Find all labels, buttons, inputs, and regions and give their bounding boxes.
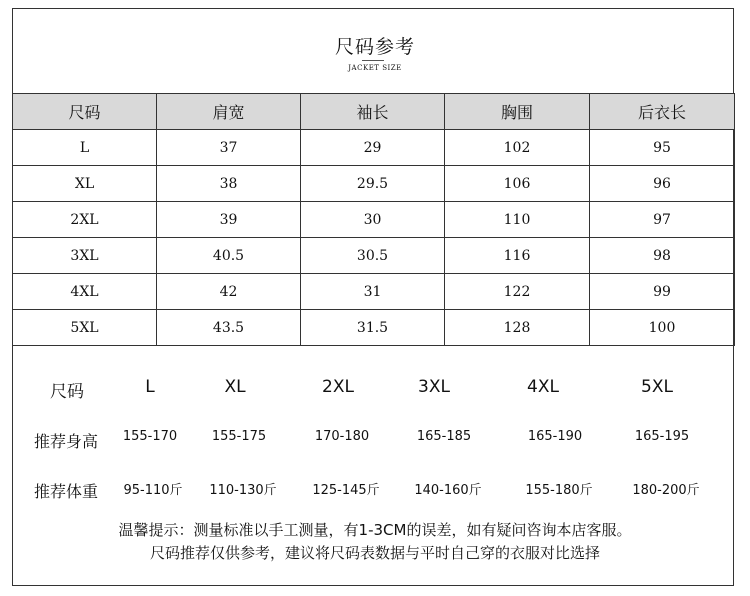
table-cell: 100 [590, 310, 735, 346]
table-cell: 29.5 [301, 166, 445, 202]
table-row [13, 274, 735, 310]
table-header-row [13, 94, 735, 130]
table-cell: 2XL [13, 202, 157, 238]
table-cell: 3XL [13, 238, 157, 274]
table-row [13, 130, 735, 166]
table-cell: 99 [590, 274, 735, 310]
table-cell: 39 [157, 202, 301, 238]
recommend-size-row [12, 377, 734, 401]
recommend-weight-value: 95-110斤 [123, 483, 183, 498]
recommend-size-value: 2XL [322, 377, 354, 397]
page-title: 尺码参考 [334, 36, 415, 58]
recommend-height-row [12, 429, 734, 453]
table-cell: 30.5 [301, 238, 445, 274]
column-header-chest: 胸围 [445, 94, 590, 130]
table-cell: 40.5 [157, 238, 301, 274]
recommend-height-value: 170-180 [314, 429, 370, 444]
recommend-size-label: 尺码 [50, 382, 84, 402]
table-row [13, 202, 735, 238]
table-cell: 37 [157, 130, 301, 166]
table-cell: L [13, 130, 157, 166]
table-cell: 110 [445, 202, 590, 238]
recommend-weight-value: 140-160斤 [414, 483, 482, 498]
table-cell: 29 [301, 130, 445, 166]
table-cell: 43.5 [157, 310, 301, 346]
table-cell: 31 [301, 274, 445, 310]
table-cell: 4XL [13, 274, 157, 310]
size-table [12, 93, 735, 346]
recommend-weight-row [12, 479, 734, 503]
title-divider [362, 60, 384, 61]
table-row [13, 166, 735, 202]
recommend-height-value: 155-175 [211, 429, 267, 444]
page-subtitle: JACKET SIZE [348, 64, 402, 72]
table-cell: 106 [445, 166, 590, 202]
recommend-height-value: 165-190 [527, 429, 583, 444]
recommend-weight-value: 125-145斤 [312, 483, 380, 498]
recommend-weight-label: 推荐体重 [34, 482, 99, 501]
table-cell: 102 [445, 130, 590, 166]
table-cell: 38 [157, 166, 301, 202]
table-cell: 42 [157, 274, 301, 310]
table-cell: 95 [590, 130, 735, 166]
notice-line-1: 温馨提示：测量标准以手工测量，有1-3CM的误差，如有疑问咨询本店客服。 [118, 521, 632, 539]
table-cell: 98 [590, 238, 735, 274]
recommend-size-value: 5XL [641, 377, 673, 397]
recommend-height-label: 推荐身高 [34, 432, 99, 451]
recommend-weight-value: 155-180斤 [525, 483, 593, 498]
table-cell: 96 [590, 166, 735, 202]
notice-line-2: 尺码推荐仅供参考，建议将尺码表数据与平时自己穿的衣服对比选择 [149, 544, 600, 562]
table-cell: 97 [590, 202, 735, 238]
recommend-height-value: 155-170 [122, 429, 178, 444]
recommend-size-value: 3XL [418, 377, 450, 397]
recommend-weight-value: 110-130斤 [209, 483, 277, 498]
column-header-sleeve: 袖长 [301, 94, 445, 130]
table-cell: 30 [301, 202, 445, 238]
table-row [13, 238, 735, 274]
table-cell: XL [13, 166, 157, 202]
recommend-weight-value: 180-200斤 [632, 483, 700, 498]
column-header-size: 尺码 [13, 94, 157, 130]
recommend-height-value: 165-195 [634, 429, 690, 444]
table-cell: 122 [445, 274, 590, 310]
column-header-length: 后衣长 [590, 94, 735, 130]
table-cell: 5XL [13, 310, 157, 346]
table-row [13, 310, 735, 346]
recommend-size-value: 4XL [527, 377, 559, 397]
table-cell: 128 [445, 310, 590, 346]
recommend-size-value: L [145, 377, 155, 397]
table-cell: 31.5 [301, 310, 445, 346]
table-cell: 116 [445, 238, 590, 274]
column-header-shoulder: 肩宽 [157, 94, 301, 130]
recommend-size-value: XL [224, 377, 246, 397]
recommend-height-value: 165-185 [416, 429, 472, 444]
